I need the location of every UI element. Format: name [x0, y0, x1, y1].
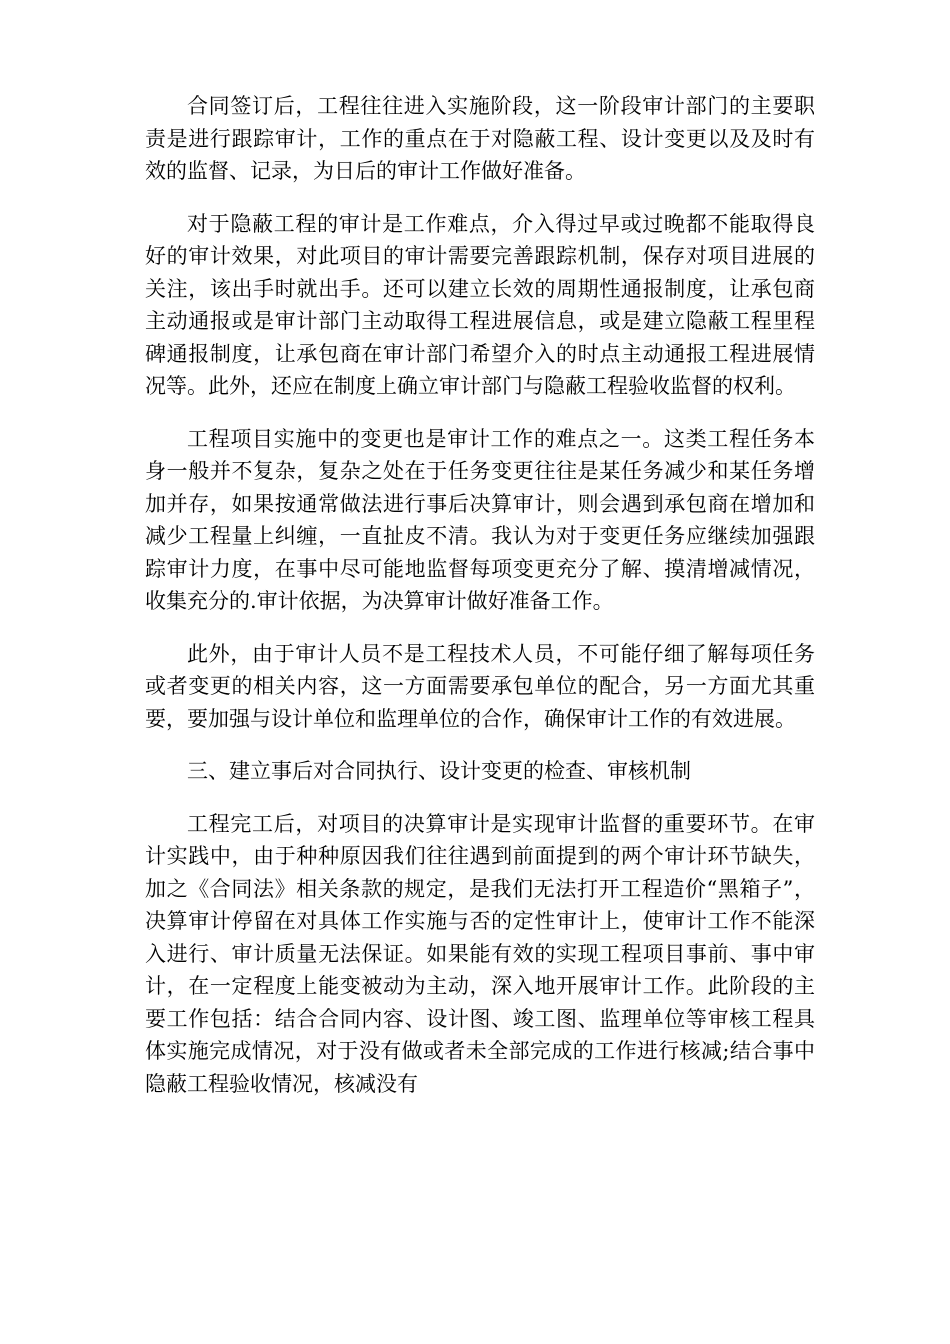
paragraph-project-changes: 工程项目实施中的变更也是审计工作的难点之一。这类工程任务本身一般并不复杂，复杂之处在于任务变更往往是某任务减少和某任务增加并存，如果按通常做法进行事后决算审计，则会遇到承包商在增加和减少工程量上纠缠，一直扯皮不清。我认为对于变更任务应继续加强跟踪审计力度，在事中尽可能地监督每项变更充分了解、摸清增减情况，收集充分的.审计依据，为决算审计做好准备工作。 [145, 426, 815, 613]
paragraph-concealed-works: 对于隐蔽工程的审计是工作难点，介入得过早或过晚都不能取得良好的审计效果，对此项目的审计需要完善跟踪机制，保存对项目进展的关注，该出手时就出手。还可以建立长效的周期性通报制度，让承包商主动通报或是审计部门主动取得工程进展信息，或是建立隐蔽工程里程碑通报制度，让承包商在审计部门希望介入的时点主动通报工程进展情况等。此外，还应在制度上确立审计部门与隐蔽工程验收监督的权利。 [145, 211, 815, 398]
paragraph-contract-implementation: 合同签订后，工程往往进入实施阶段，这一阶段审计部门的主要职责是进行跟踪审计，工作的重点在于对隐蔽工程、设计变更以及及时有效的监督、记录，为日后的审计工作做好准备。 [145, 94, 815, 183]
paragraph-final-audit: 工程完工后，对项目的决算审计是实现审计监督的重要环节。在审计实践中，由于种种原因我们往往遇到前面提到的两个审计环节缺失，加之《合同法》相关条款的规定，是我们无法打开工程造价“黑箱子”，决算审计停留在对具体工作实施与否的定性审计上，使审计工作不能深入进行、审计质量无法保证。如果能有效的实现工程项目事前、事中审计，在一定程度上能变被动为主动，深入地开展审计工作。此阶段的主要工作包括：结合合同内容、设计图、竣工图、监理单位等审核工程具体实施完成情况，对于没有做或者未全部完成的工作进行核减;结合事中隐蔽工程验收情况，核减没有 [145, 811, 815, 1096]
paragraph-cooperation: 此外，由于审计人员不是工程技术人员，不可能仔细了解每项任务或者变更的相关内容，这一方面需要承包单位的配合，另一方面尤其重要，要加强与设计单位和监理单位的合作，确保审计工作的有效进展。 [145, 641, 815, 731]
document-body [145, 90, 815, 1120]
section-heading-post-audit: 三、建立事后对合同执行、设计变更的检查、审核机制 [187, 759, 691, 783]
